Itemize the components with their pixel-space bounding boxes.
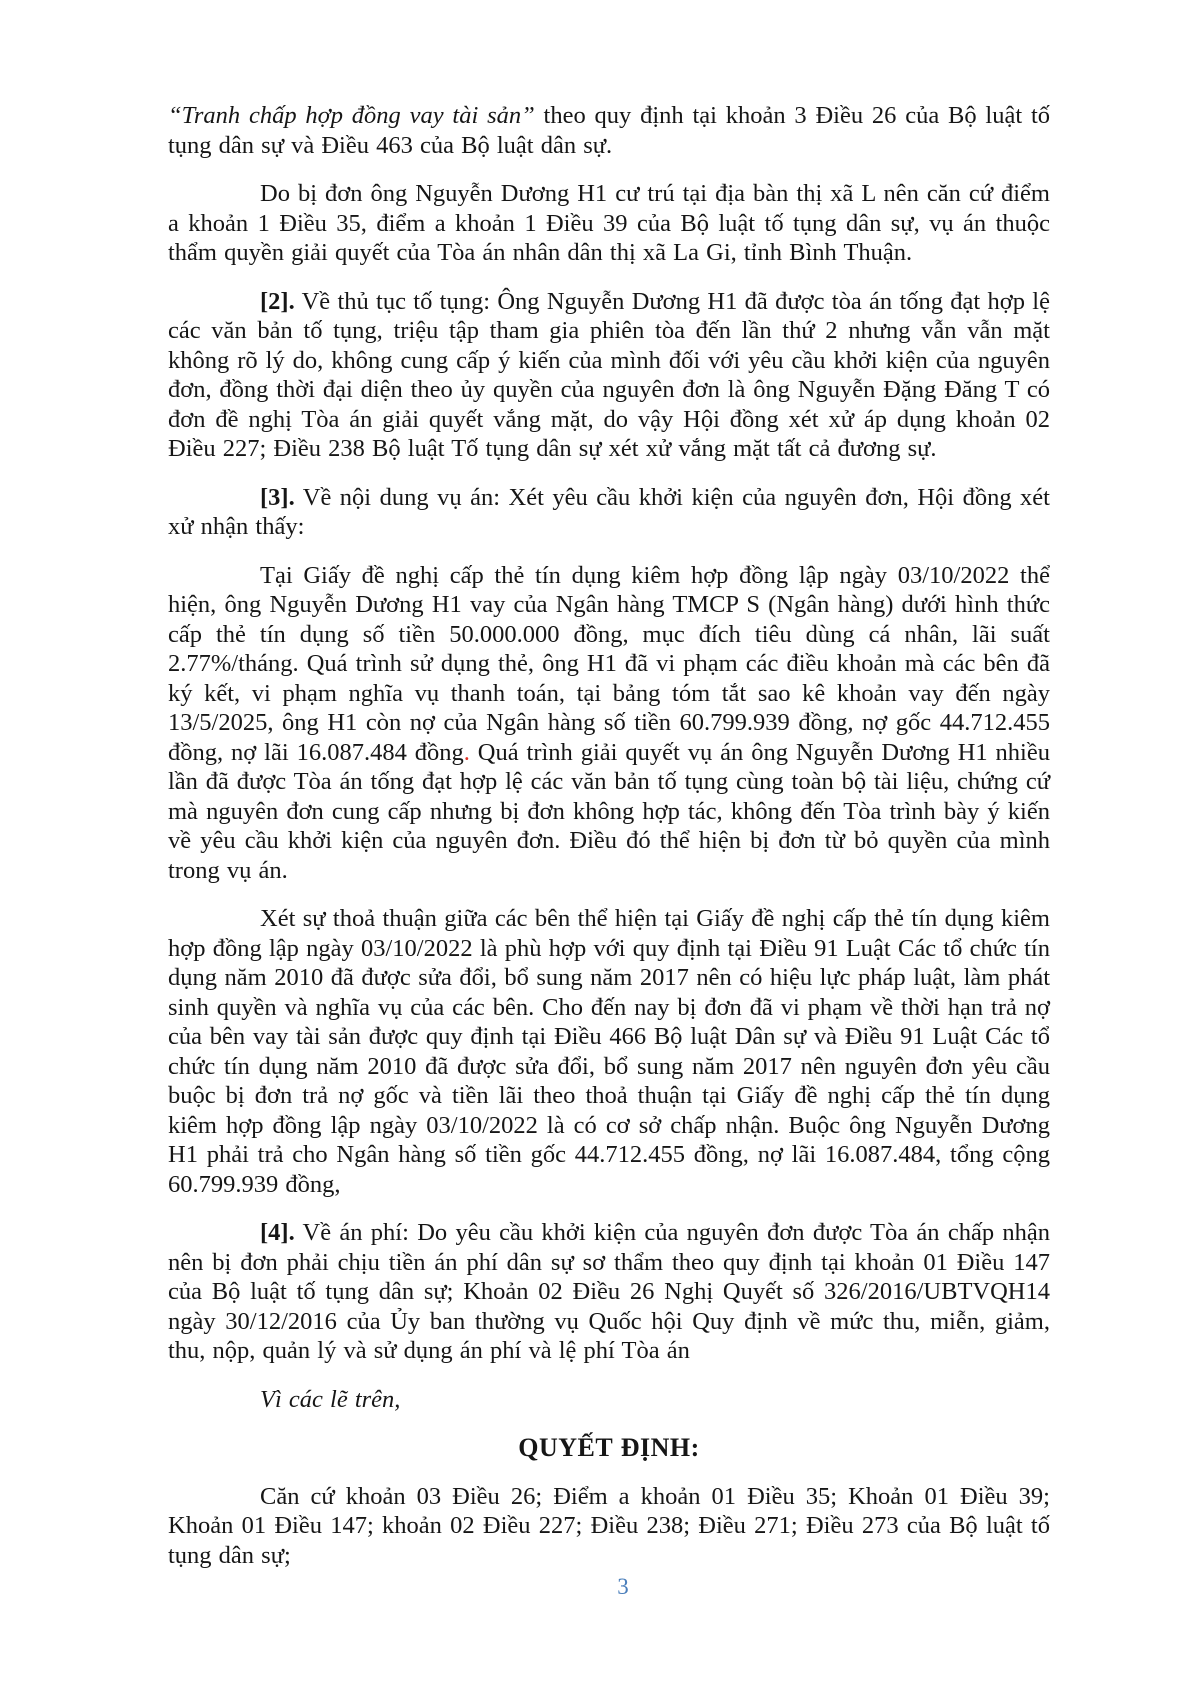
page-number: 3 (617, 1574, 629, 1599)
item-marker: [3]. (260, 483, 295, 511)
decision-heading-text: QUYẾT ĐỊNH: (518, 1433, 700, 1462)
para-3-case-content-intro (168, 483, 1050, 542)
para-loan-details (168, 561, 1050, 886)
red-period: . (463, 738, 470, 766)
para-jurisdiction (168, 179, 1050, 268)
text-run: Căn cứ khoản 03 Điều 26; Điểm a khoản 01 Điều 35; Khoản 01 Điều 39; Khoản 01 Điều 147; khoản 02 Điều 227; Điều 238; Điều 271; Điều 273 của Bộ luật tố tụng dân sự; (168, 1482, 1050, 1569)
text-run: Tại Giấy đề nghị cấp thẻ tín dụng kiêm hợp đồng lập ngày 03/10/2022 thể hiện, ông Nguyễn Dương H1 vay của Ngân hàng TMCP S (Ngân hàng) dưới hình thức cấp thẻ tín dụng số tiền 50.000.000 đồng, mục đích tiêu dùng cá nhân, lãi suất 2.77%/tháng. Quá trình sử dụng thẻ, ông H1 đã vi phạm các điều khoản mà các bên đã ký kết, vi phạm nghĩa vụ thanh toán, tại bảng tóm tắt sao kê khoản vay đến ngày 13/5/2025, ông H1 còn nợ của Ngân hàng số tiền 60.799.939 đồng, nợ gốc 44.712.455 đồng, nợ lãi 16.087.484 đồng (168, 561, 1050, 766)
para-2-procedure (168, 287, 1050, 464)
para-dispute-type (168, 101, 1050, 160)
document-body (168, 101, 1050, 1570)
text-run: Về nội dung vụ án: Xét yêu cầu khởi kiện của nguyên đơn, Hội đồng xét xử nhận thấy: (168, 483, 1050, 540)
text-run: Do bị đơn ông Nguyễn Dương H1 cư trú tại địa bàn thị xã L nên căn cứ điểm a khoản 1 Điều 35, điểm a khoản 1 Điều 39 của Bộ luật tố tụng dân sự, vụ án thuộc thẩm quyền giải quyết của Tòa án nhân dân thị xã La Gi, tỉnh Bình Thuận. (168, 180, 1050, 266)
decision-heading (168, 1433, 1050, 1463)
text-run: Xét sự thoả thuận giữa các bên thể hiện tại Giấy đề nghị cấp thẻ tín dụng kiêm hợp đồng lập ngày 03/10/2022 là phù hợp với quy định tại Điều 91 Luật Các tổ chức tín dụng năm 2010 đã được sửa đổi, bổ sung năm 2017 nên có hiệu lực pháp luật, làm phát sinh quyền và nghĩa vụ của các bên. Cho đến nay bị đơn đã vi phạm về thời hạn trả nợ của bên vay tài sản được quy định tại Điều 466 Bộ luật Dân sự và Điều 91 Luật Các tổ chức tín dụng năm 2010 đã được sửa đổi, bổ sung năm 2017 nên nguyên đơn yêu cầu buộc bị đơn trả nợ gốc và tiền lãi theo thoả thuận tại Giấy đề nghị cấp thẻ tín dụng kiêm hợp đồng lập ngày 03/10/2022 là có cơ sở chấp nhận. Buộc ông Nguyễn Dương H1 phải trả cho Ngân hàng số tiền gốc 44.712.455 đồng, nợ lãi 16.087.484, tổng cộng 60.799.939 đồng, (168, 905, 1050, 1198)
para-closing-formula (168, 1385, 1050, 1415)
item-marker: [4]. (260, 1219, 295, 1246)
closing-formula-italic: Vì các lẽ trên, (260, 1385, 401, 1413)
text-run: theo quy định tại khoản 3 Điều 26 của Bộ luật tố tụng dân sự và Điều 463 của Bộ luật dân sự. (168, 102, 1050, 159)
para-agreement-analysis (168, 904, 1050, 1199)
text-run: Về thủ tục tố tụng: Ông Nguyễn Dương H1 đã được tòa án tống đạt hợp lệ các văn bản tố tụng, triệu tập tham gia phiên tòa đến lần thứ 2 nhưng vẫn vẫn mặt không rõ lý do, không cung cấp ý kiến của mình đối với yêu cầu khởi kiện của nguyên đơn, đồng thời đại diện theo ủy quyền của nguyên đơn là ông Nguyễn Đặng Đăng T có đơn đề nghị Tòa án giải quyết vắng mặt, do vậy Hội đồng xét xử áp dụng khoản 02 Điều 227; Điều 238 Bộ luật Tố tụng dân sự xét xử vắng mặt tất cả đương sự. (168, 287, 1050, 462)
dispute-type-quote: “Tranh chấp hợp đồng vay tài sản” (168, 102, 535, 129)
text-run: Về án phí: Do yêu cầu khởi kiện của nguyên đơn được Tòa án chấp nhận nên bị đơn phải chịu tiền án phí dân sự sơ thẩm theo quy định tại khoản 01 Điều 147 của Bộ luật tố tụng dân sự; Khoản 02 Điều 26 Nghị Quyết số 326/2016/UBTVQH14 ngày 30/12/2016 của Ủy ban thường vụ Quốc hội Quy định về mức thu, miễn, giảm, thu, nộp, quản lý và sử dụng án phí và lệ phí Tòa án (168, 1219, 1050, 1364)
para-4-court-fees (168, 1218, 1050, 1366)
item-marker: [2]. (260, 287, 295, 315)
text-run: Quá trình giải quyết vụ án ông Nguyễn Dương H1 nhiều lần đã được Tòa án tống đạt hợp lệ các văn bản tố tụng cùng toàn bộ tài liệu, chứng cứ mà nguyên đơn cung cấp nhưng bị đơn không hợp tác, không đến Tòa trình bày ý kiến về yêu cầu khởi kiện của nguyên đơn. Điều đó thể hiện bị đơn từ bỏ quyền của mình trong vụ án. (168, 738, 1050, 884)
para-legal-basis (168, 1482, 1050, 1571)
